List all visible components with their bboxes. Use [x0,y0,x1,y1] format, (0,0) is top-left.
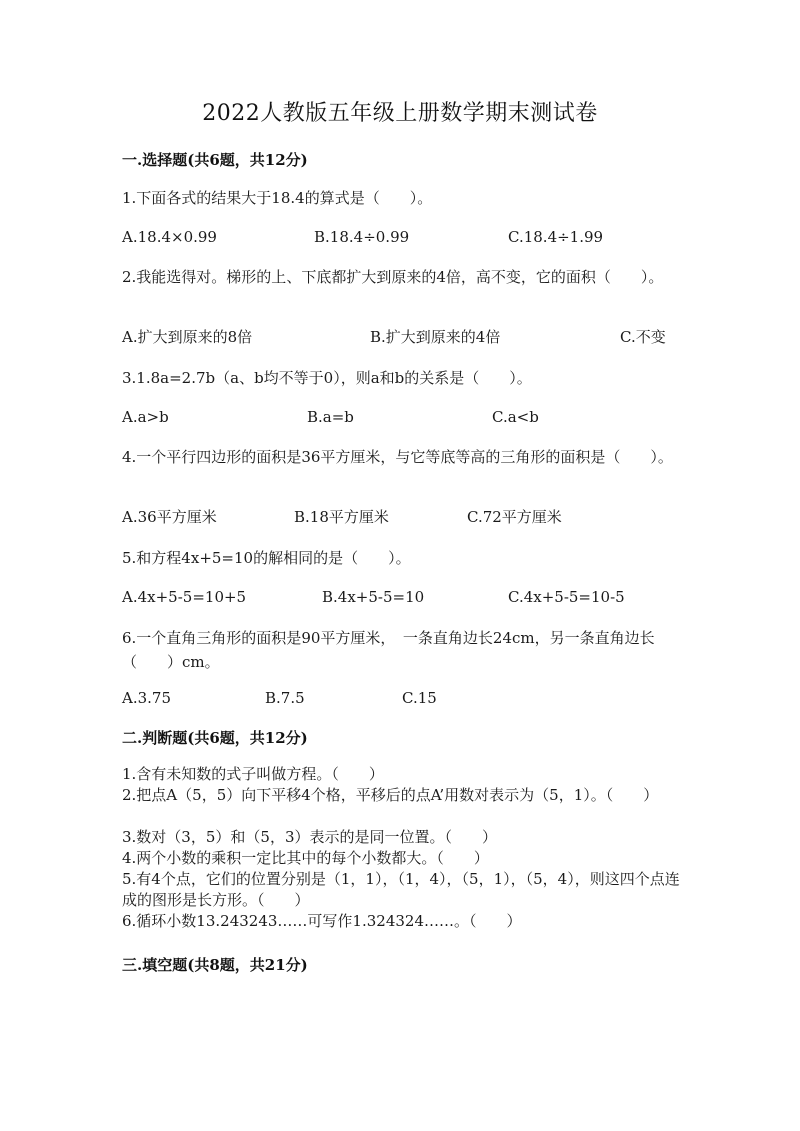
judgment-5: 5.有4个点，它们的位置分别是（1，1），（1，4），（5，1），（5，4），则这四个点连成的图形是长方形。（ ） [122,870,680,909]
question-6-option-c: C.15 [402,689,437,707]
question-4: 4.一个平行四边形的面积是36平方厘米，与它等底等高的三角形的面积是（ ）。 [122,448,673,466]
question-3-option-a: A.a>b [122,408,169,426]
question-5: 5.和方程4x+5=10的解相同的是（ ）。 [122,549,411,567]
question-3-option-c: C.a<b [492,408,539,426]
question-4-option-b: B.18平方厘米 [294,508,389,526]
question-6-option-a: A.3.75 [122,689,171,707]
question-2: 2.我能选得对。梯形的上、下底都扩大到原来的4倍，高不变，它的面积（ ）。 [122,268,664,286]
question-5-option-c: C.4x+5-5=10-5 [508,588,625,606]
question-3: 3.1.8a=2.7b（a、b均不等于0），则a和b的关系是（ ）。 [122,369,532,387]
section-heading-judgment: 二.判断题(共6题，共12分) [122,729,308,747]
question-5-option-a: A.4x+5-5=10+5 [122,588,247,606]
judgment-2: 2.把点A（5，5）向下平移4个格，平移后的点A’用数对表示为（5，1）。（ ） [122,786,659,804]
section-heading-choice: 一.选择题(共6题，共12分) [122,151,308,169]
question-1-option-b: B.18.4÷0.99 [314,228,410,246]
judgment-6: 6.循环小数13.243243……可写作1.324324……。（ ） [122,912,522,930]
question-1-option-c: C.18.4÷1.99 [508,228,604,246]
question-1-option-a: A.18.4×0.99 [122,228,217,246]
question-1: 1.下面各式的结果大于18.4的算式是（ ）。 [122,189,433,207]
question-2-option-a: A.扩大到原来的8倍 [122,328,253,346]
judgment-3: 3.数对（3，5）和（5，3）表示的是同一位置。（ ） [122,828,497,846]
question-5-option-b: B.4x+5-5=10 [322,588,425,606]
question-6-option-b: B.7.5 [265,689,305,707]
question-2-option-c: C.不变 [620,328,666,346]
question-4-option-c: C.72平方厘米 [467,508,562,526]
question-6: 6.一个直角三角形的面积是90平方厘米， 一条直角边长24cm，另一条直角边长（ ）cm。 [122,629,655,671]
page-title: 2022人教版五年级上册数学期末测试卷 [202,101,598,126]
question-4-option-a: A.36平方厘米 [122,508,217,526]
question-2-option-b: B.扩大到原来的4倍 [370,328,501,346]
section-heading-fill-in: 三.填空题(共8题，共21分) [122,956,308,974]
judgment-1: 1.含有未知数的式子叫做方程。（ ） [122,765,384,783]
judgment-4: 4.两个小数的乘积一定比其中的每个小数都大。（ ） [122,849,489,867]
question-3-option-b: B.a=b [307,408,354,426]
